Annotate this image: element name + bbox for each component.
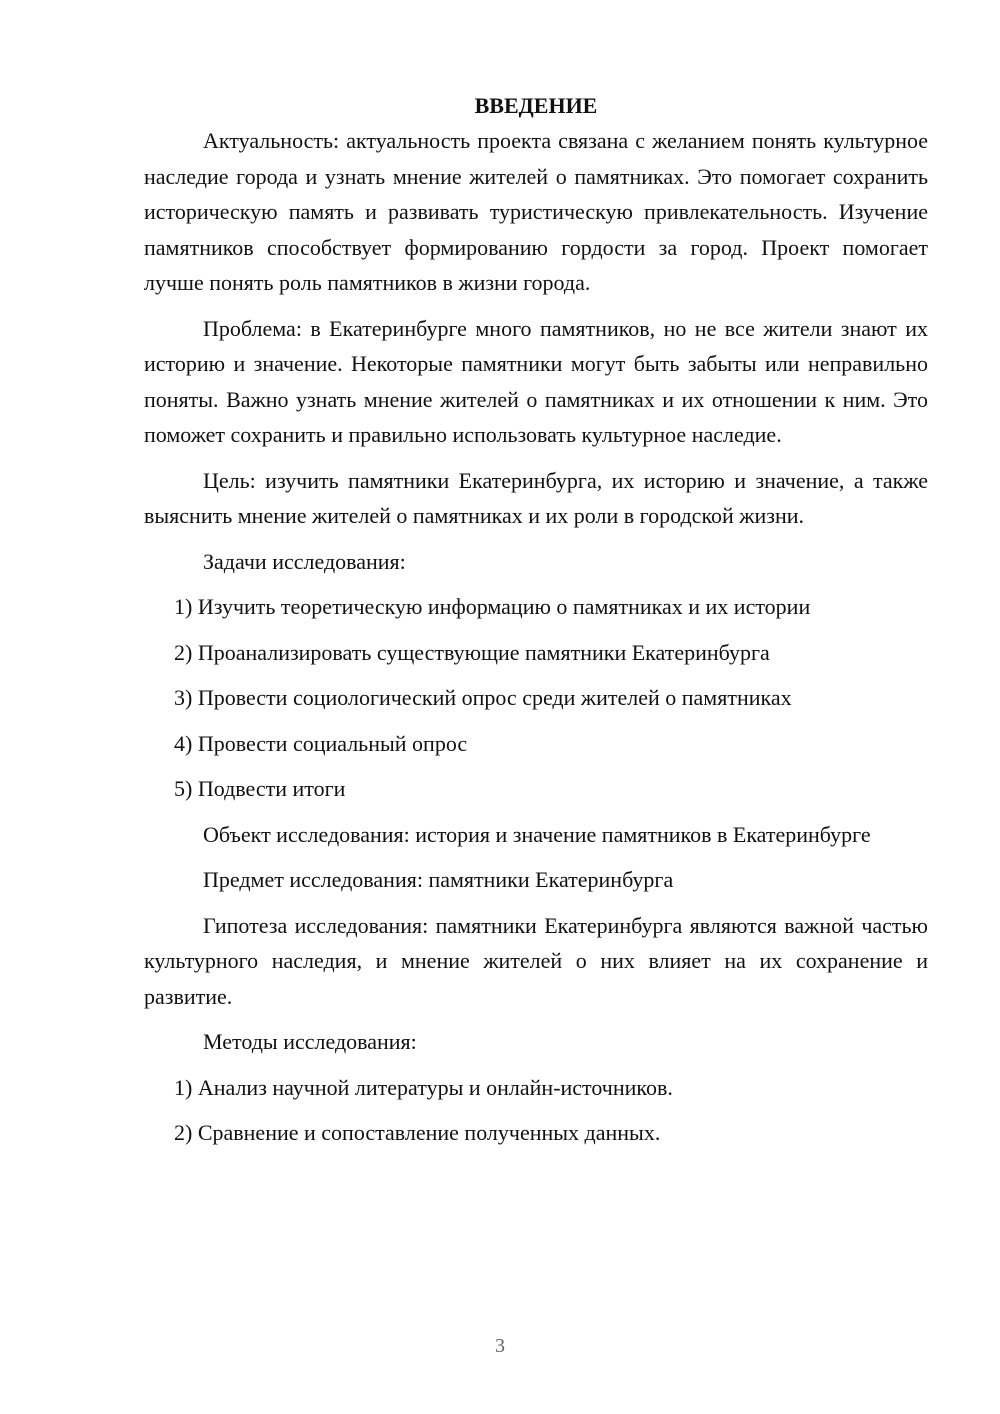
problem-paragraph: Проблема: в Екатеринбурге много памятников, но не все жители знают их историю и значение. Некоторые памятники могут быть забыты или неправильно поняты. Важно узнать мнение жителей о памятниках и их отношении к ним. Это поможет сохранить и правильно использовать культурное наследие. [144,315,928,447]
hypothesis-paragraph: Гипотеза исследования: памятники Екатеринбурга являются важной частью культурного наследия, и мнение жителей о них влияет на их сохранение и развитие. [144,912,928,1009]
task-item: 2) Проанализировать существующие памятники Екатеринбурга [174,639,770,665]
task-item: 5) Подвести итоги [174,776,346,801]
method-item: 2) Сравнение и сопоставление полученных данных. [174,1120,661,1145]
subject-paragraph: Предмет исследования: памятники Екатеринбурга [203,867,674,892]
task-item: 1) Изучить теоретическую информацию о памятниках и их истории [174,594,811,619]
task-item: 3) Провести социологический опрос среди жителей о памятниках [174,685,792,710]
tasks-heading: Задачи исследования: [203,548,406,574]
document-page [144,88,928,1161]
method-item: 1) Анализ научной литературы и онлайн-источников. [174,1074,673,1100]
task-item: 4) Провести социальный опрос [174,730,468,756]
relevance-paragraph: Актуальность: актуальность проекта связана с желанием понять культурное наследие города и узнать мнение жителей о памятниках. Это помогает сохранить историческую память и развивать туристическую привлекательность. Изучение памятников способствует формированию гордости за город. Проект помогает лучше понять роль памятников в жизни города. [144,128,928,295]
methods-list [144,1070,928,1151]
object-paragraph: Объект исследования: история и значение памятников в Екатеринбурге [203,821,871,847]
goal-paragraph: Цель: изучить памятники Екатеринбурга, их историю и значение, а также выяснить мнение жителей о памятниках и их роли в городской жизни. [144,467,928,528]
page-number: 3 [495,1335,505,1357]
section-title: ВВЕДЕНИЕ [474,93,598,118]
methods-heading: Методы исследования: [203,1029,417,1054]
tasks-list [144,589,928,807]
